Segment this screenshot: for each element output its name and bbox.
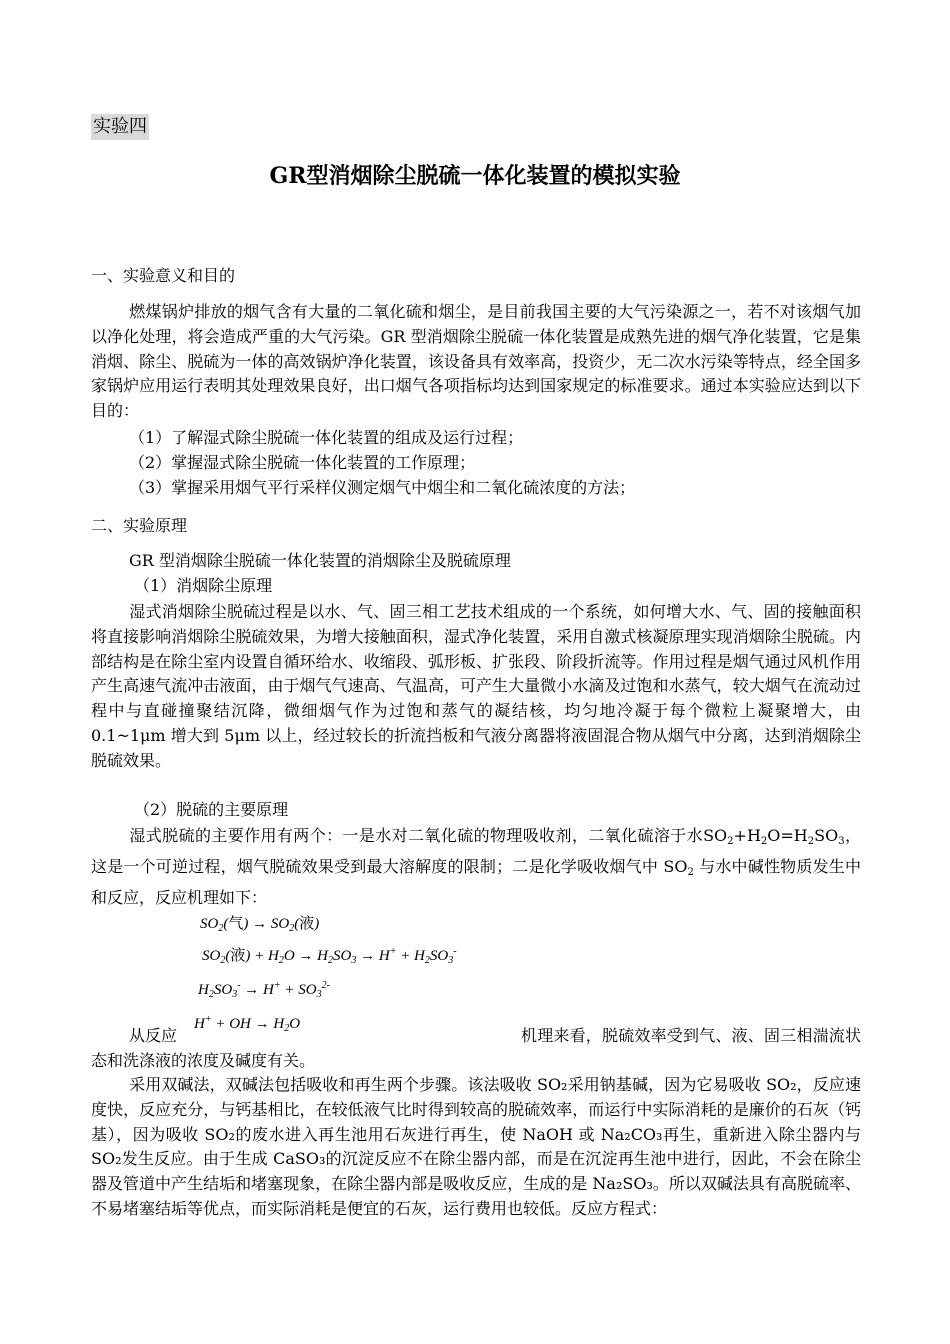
equation-3: $H_2SO_3^- \to H^+ + SO_3^{2-}$ <box>198 980 330 1000</box>
desulfurization-text-c: 与水中碱性物质发生中和反应，反应机理如下： <box>91 856 861 907</box>
equation-1: $SO_2$(气) → $SO_2$(液) <box>200 916 320 934</box>
double-alkali-paragraph <box>91 1073 861 1222</box>
reaction-prefix: 从反应 <box>129 1026 178 1045</box>
desulfurization-paragraph: 湿式脱硫的主要作用有两个：一是水对二氧化硫的物理吸收剂，二氧化硫溶于水$SO_2+H_2O=H_2SO_3$，这是一个可逆过程，烟气脱硫效果受到最大溶解度的限制；二是化学吸收烟气中 $SO_2$ 与水中碱性物质发生中和反应，反应机理如下： <box>91 826 861 907</box>
subheading-dust-removal: （1）消烟除尘原理 <box>134 576 273 595</box>
reaction-paragraph <box>91 1024 861 1074</box>
section1-heading: 一、实验意义和目的 <box>91 266 236 285</box>
principle-intro: GR 型消烟除尘脱硫一体化装置的消烟除尘及脱硫原理 <box>129 551 511 570</box>
dust-removal-paragraph <box>91 600 861 774</box>
page-title: GR型消烟除尘脱硫一体化装置的模拟实验 <box>269 163 681 189</box>
list-item: （3）掌握采用烟气平行采样仪测定烟气中烟尘和二氧化硫浓度的方法； <box>129 478 636 497</box>
double-alkali-paragraph-text: 采用双碱法，双碱法包括吸收和再生两个步骤。该法吸收 SO₂采用钠基碱，因为它易吸收 SO₂，反应速度快，反应充分，与钙基相比，在较低液气比时得到较高的脱硫效率，而运行中实际消耗的是廉价的石灰（钙基），因为吸收 SO₂的废水进入再生池用石灰进行再生，使 NaOH 或 Na₂CO₃再生，重新进入除尘器内与 SO₂发生反应。由于生成 CaSO₃的沉淀反应不在除尘器内部，而是在沉淀再生池中进行，因此，不会在除尘器及管道中产生结垢和堵塞现象，在除尘器内部是吸收反应，生成的是 Na₂SO₃。所以双碱法具有高脱硫率、不易堵塞结垢等优点，而实际消耗是便宜的石灰，运行费用也较低。反应方程式： <box>91 1075 861 1218</box>
eq-liquid-word: 液 <box>230 948 246 964</box>
equation-4: H+ + OH → $H_2O$ <box>194 1014 301 1034</box>
section1-paragraph <box>91 300 861 424</box>
desulfurization-text-b: ，这是一个可逆过程，烟气脱硫效果受到最大溶解度的限制；二是化学吸收烟气中 <box>91 826 861 876</box>
equation-2: $SO_2$(液) + $H_2O \to H_2SO_3 \to H^+ + H_2SO_3^-$ <box>202 946 457 966</box>
dust-removal-paragraph-text: 湿式消烟除尘脱硫过程是以水、气、固三相工艺技术组成的一个系统，如何增大水、气、固的接触面积将直接影响消烟除尘脱硫效果，为增大接触面积，湿式净化装置，采用自激式核凝原理实现消烟除尘脱硫。内部结构是在除尘室内设置自循环给水、收缩段、弧形板、扩张段、阶段折流等。作用过程是烟气通过风机作用产生高速气流冲击液面，由于烟气气速高、气温高，可产生大量微小水滴及过饱和水蒸气，较大烟气在流动过程中与直碰撞聚结沉降，微细烟气作为过饱和蒸气的凝结核，均匀地冷凝于每个微粒上凝聚增大，由 0.1~1μm 增大到 5μm 以上，经过较长的折流挡板和气液分离器将液固混合物从烟气中分离，达到消烟除尘脱硫效果。 <box>91 602 861 770</box>
list-item: （2）掌握湿式除尘脱硫一体化装置的工作原理； <box>129 453 476 472</box>
subheading-desulfurization: （2）脱硫的主要原理 <box>134 800 289 819</box>
reaction-paragraph-text: 机理来看，脱硫效率受到气、液、固三相湍流状态和洗涤液的浓度及碱度有关。 <box>91 1026 861 1070</box>
desulfurization-text-a: 湿式脱硫的主要作用有两个：一是水对二氧化硫的物理吸收剂，二氧化硫溶于水 <box>129 826 704 845</box>
eq-liquid-word: 液 <box>299 916 315 932</box>
list-item: （1）了解湿式除尘脱硫一体化装置的组成及运行过程； <box>129 428 524 447</box>
eq-gas-word: 气 <box>228 916 244 932</box>
section1-paragraph-text: 燃煤锅炉排放的烟气含有大量的二氧化硫和烟尘，是目前我国主要的大气污染源之一，若不对该烟气加以净化处理，将会造成严重的大气污染。GR 型消烟除尘脱硫一体化装置是成熟先进的烟气净化装置，它是集消烟、除尘、脱硫为一体的高效锅炉净化装置，该设备具有效率高，投资少，无二次水污染等特点，经全国多家锅炉应用运行表明其处理效果良好，出口烟气各项指标均达到国家规定的标准要求。通过本实验应达到以下目的： <box>91 302 861 421</box>
section2-heading: 二、实验原理 <box>91 516 188 535</box>
experiment-label: 实验四 <box>91 114 149 140</box>
